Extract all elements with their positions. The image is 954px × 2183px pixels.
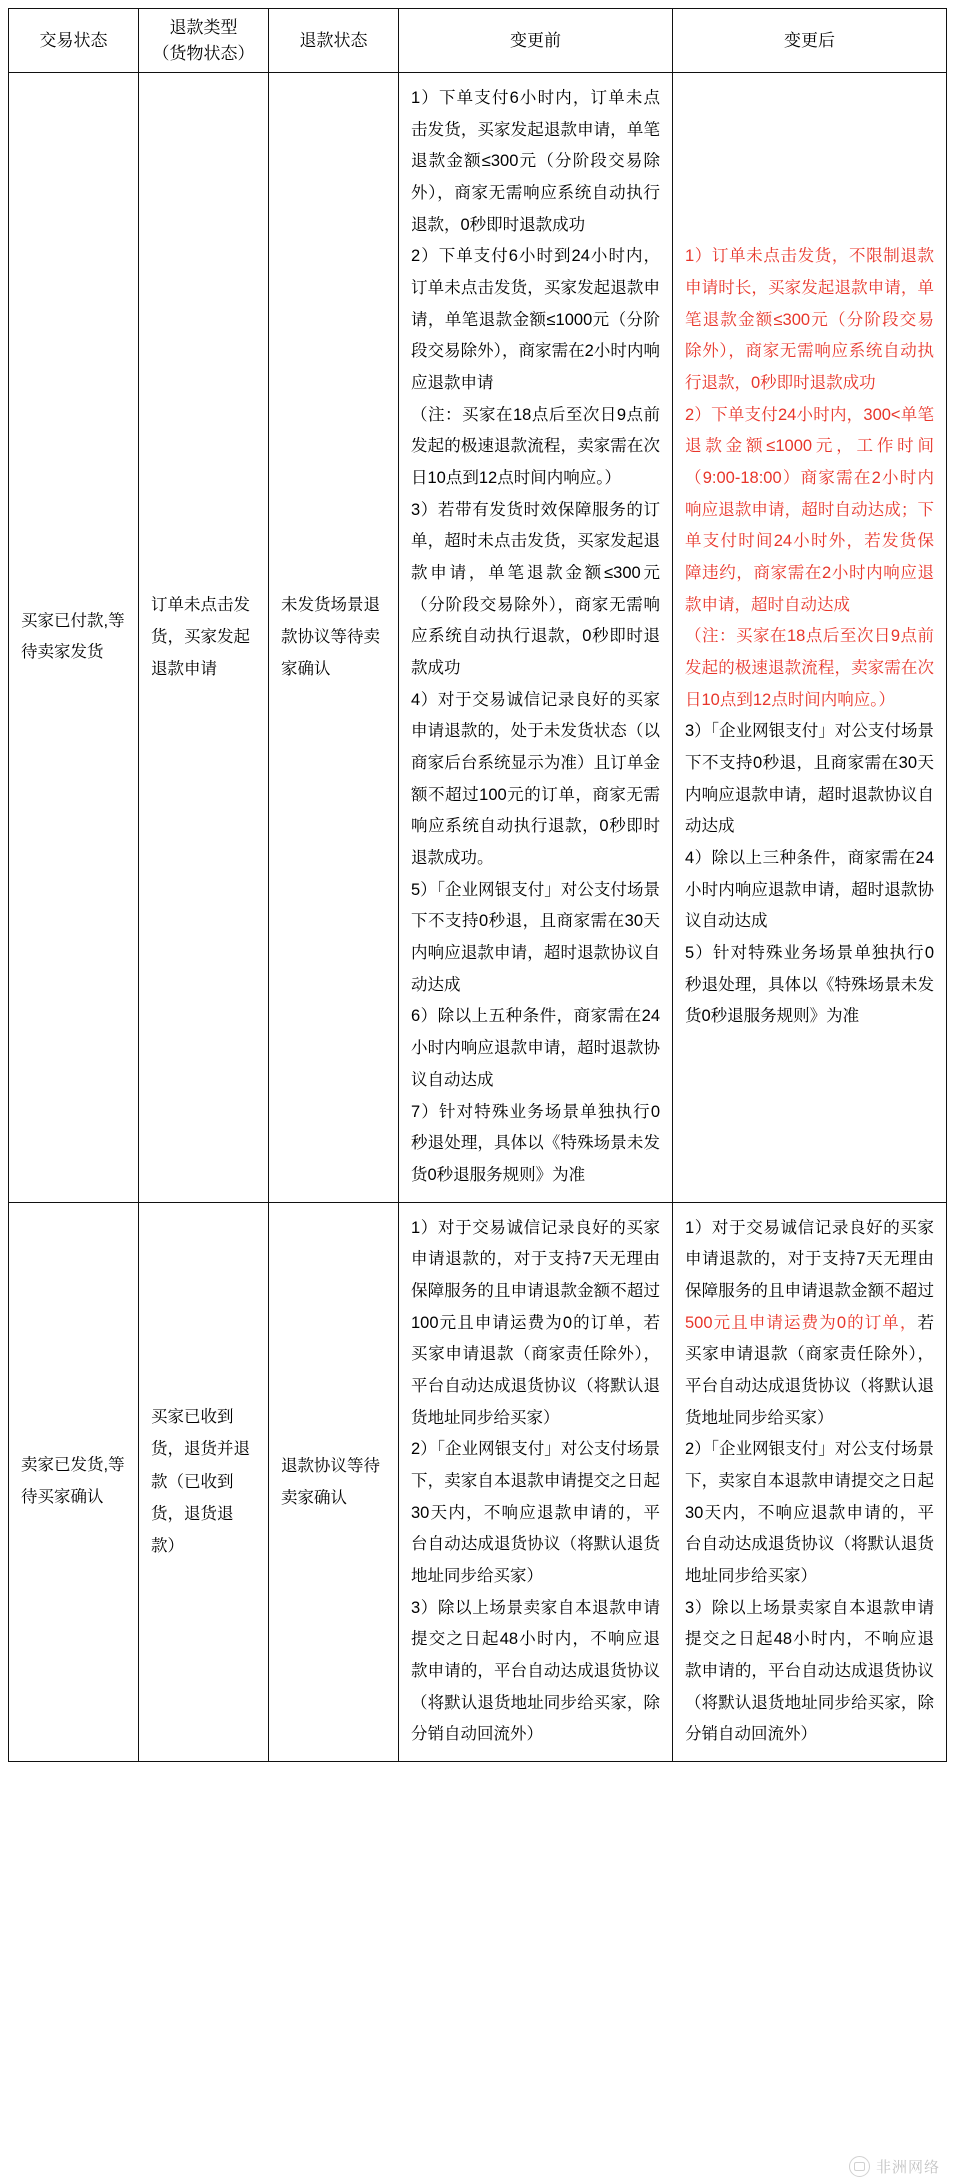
cell-trade-status: 卖家已发货,等待买家确认: [9, 1202, 139, 1761]
column-header-refund-type: [139, 9, 269, 73]
cell-after: [673, 73, 947, 1203]
after-item: 4）除以上三种条件，商家需在24小时内响应退款申请，超时退款协议自动达成: [685, 849, 934, 931]
cell-before: [399, 73, 673, 1203]
after-item-part-highlight: 500元且申请运费为0的订单，: [685, 1313, 918, 1332]
column-header-after: [673, 9, 947, 73]
after-item: （注：买家在18点后至次日9点前发起的极速退款流程，卖家需在次日10点到12点时间内响应。）: [685, 627, 934, 709]
before-item: 4）对于交易诚信记录良好的买家申请退款的，处于未发货状态（以商家后台系统显示为准）且订单金额不超过100元的订单，商家无需响应系统自动执行退款，0秒即时退款成功。: [411, 690, 660, 868]
after-item: 5）针对特殊业务场景单独执行0秒退处理，具体以《特殊场景未发货0秒退服务规则》为准: [685, 944, 934, 1026]
column-header-before-label: 变更前: [510, 30, 561, 50]
column-header-refund-type-sublabel: （货物状态）: [152, 43, 255, 63]
column-header-trade-status-label: 交易状态: [39, 30, 108, 50]
cell-before: [399, 1202, 673, 1761]
before-item: 1）下单支付6小时内，订单未点击发货，买家发起退款申请，单笔退款金额≤300元（分阶段交易除外），商家无需响应系统自动执行退款，0秒即时退款成功: [411, 89, 660, 234]
table-header-row: [9, 9, 947, 73]
after-item: 1）订单未点击发货，不限制退款申请时长，买家发起退款申请，单笔退款金额≤300元（分阶段交易除外），商家无需响应系统自动执行退款，0秒即时退款成功: [685, 247, 934, 393]
column-header-refund-status-label: 退款状态: [299, 30, 368, 50]
before-item: 5）「企业网银支付」对公支付场景下不支持0秒退，且商家需在30天内响应退款申请，超时退款协议自动达成: [411, 880, 660, 994]
table-row: [9, 73, 947, 1203]
after-item: [685, 1213, 934, 1435]
before-item: 3）若带有发货时效保障服务的订单，超时未点击发货，买家发起退款申请，单笔退款金额≤300元（分阶段交易除外），商家无需响应系统自动执行退款，0秒即时退款成功: [411, 500, 660, 678]
cell-after: [673, 1202, 947, 1761]
table-body: [9, 73, 947, 1762]
cell-refund-type: 买家已收到货，退货并退款（已收到货，退货退款）: [139, 1202, 269, 1761]
cell-refund-type: 订单未点击发货，买家发起退款申请: [139, 73, 269, 1203]
after-item: 2）「企业网银支付」对公支付场景下，卖家自本退款申请提交之日起30天内，不响应退款申请的，平台自动达成退货协议（将默认退货地址同步给买家）: [685, 1440, 934, 1585]
after-item: 3）「企业网银支付」对公支付场景下不支持0秒退，且商家需在30天内响应退款申请，超时退款协议自动达成: [685, 722, 934, 836]
column-header-refund-type-label: 退款类型: [169, 18, 238, 37]
column-header-refund-status: [269, 9, 399, 73]
after-item-part: 若买家申请退款（商家责任除外），平台自动达成退货协议（将默认退货地址同步给买家）: [685, 1313, 934, 1427]
before-item: （注：买家在18点后至次日9点前发起的极速退款流程，卖家需在次日10点到12点时间内响应。）: [411, 405, 660, 488]
before-item: 6）除以上五种条件，商家需在24小时内响应退款申请，超时退款协议自动达成: [411, 1007, 660, 1089]
watermark-logo-icon: [849, 2156, 870, 2177]
before-item: 2）下单支付6小时到24小时内，订单未点击发货，买家发起退款申请，单笔退款金额≤1000元（分阶段交易除外），商家需在2小时内响应退款申请: [411, 247, 660, 393]
table-row: [9, 1202, 947, 1761]
after-item: 3）除以上场景卖家自本退款申请提交之日起48小时内，不响应退款申请的，平台自动达成退货协议（将默认退货地址同步给买家，除分销自动回流外）: [685, 1598, 934, 1744]
before-item: 2）「企业网银支付」对公支付场景下，卖家自本退款申请提交之日起30天内，不响应退款申请的，平台自动达成退货协议（将默认退货地址同步给买家）: [411, 1440, 660, 1585]
watermark: [849, 2156, 940, 2177]
table-header: [9, 9, 947, 73]
before-item: 7）针对特殊业务场景单独执行0秒退处理，具体以《特殊场景未发货0秒退服务规则》为准: [411, 1102, 660, 1184]
column-header-trade-status: [9, 9, 139, 73]
before-item: 3）除以上场景卖家自本退款申请提交之日起48小时内，不响应退款申请的，平台自动达成退货协议（将默认退货地址同步给买家，除分销自动回流外）: [411, 1598, 660, 1744]
cell-trade-status: 买家已付款,等待卖家发货: [9, 73, 139, 1203]
cell-refund-status: 未发货场景退款协议等待卖家确认: [269, 73, 399, 1203]
watermark-text: 非洲网络: [875, 2159, 940, 2176]
after-item: 2）下单支付24小时内，300<单笔退款金额≤1000元，工作时间（9:00-18:00）商家需在2小时内响应退款申请，超时自动达成；下单支付时间24小时外，若发货保障违约，商家需在2小时内响应退款申请，超时自动达成: [685, 405, 934, 614]
column-header-before: [399, 9, 673, 73]
refund-rules-table: [8, 8, 947, 1762]
after-item-part: 1）对于交易诚信记录良好的买家申请退款的，对于支持7天无理由保障服务的且申请退款金额不超过: [685, 1218, 934, 1300]
cell-refund-status: 退款协议等待卖家确认: [269, 1202, 399, 1761]
before-item: 1）对于交易诚信记录良好的买家申请退款的，对于支持7天无理由保障服务的且申请退款金额不超过100元且申请运费为0的订单，若买家申请退款（商家责任除外），平台自动达成退货协议（将默认退货地址同步给买家）: [411, 1218, 660, 1427]
column-header-after-label: 变更后: [784, 30, 835, 50]
